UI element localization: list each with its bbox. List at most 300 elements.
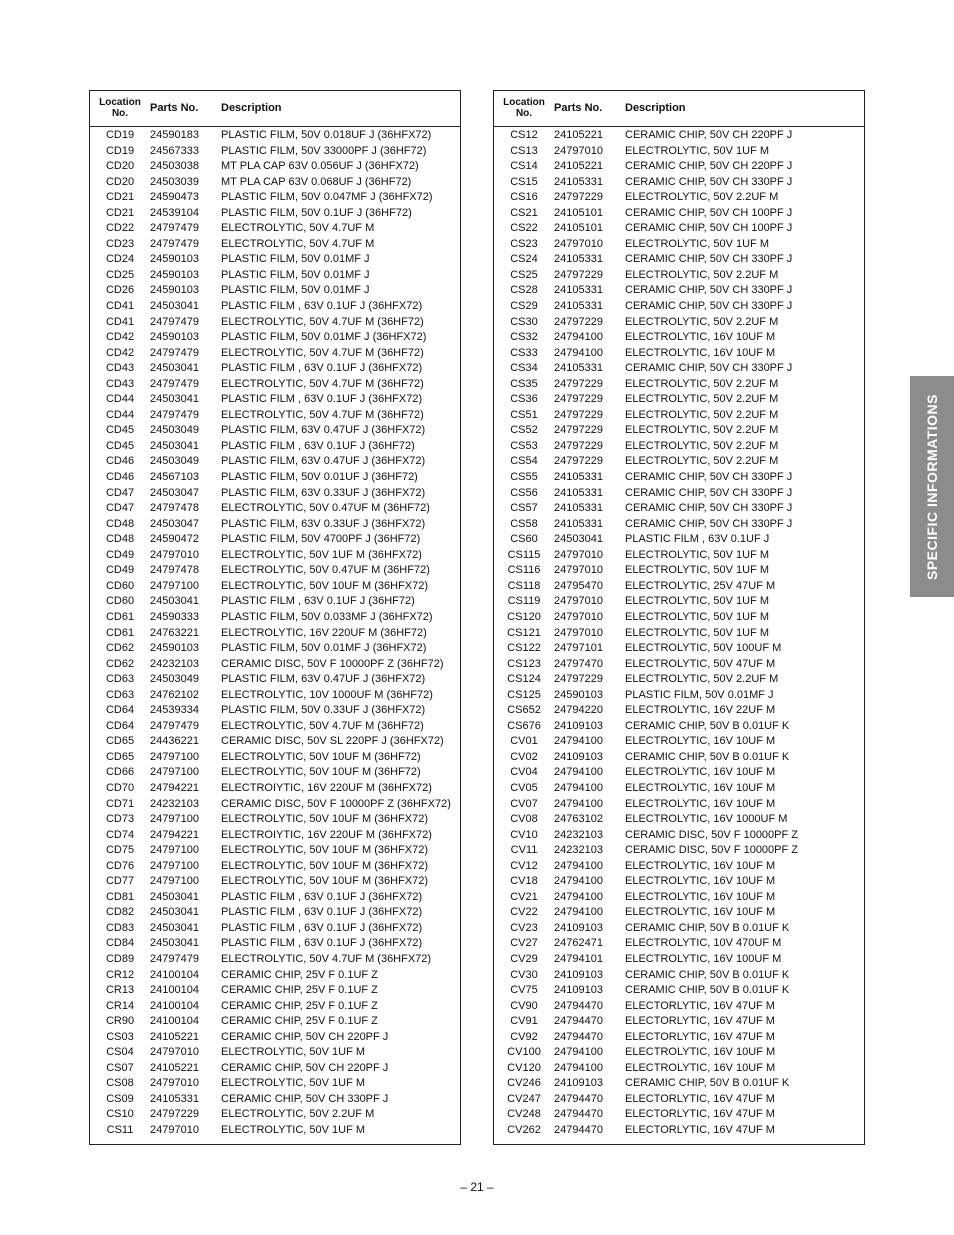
location-cell: CS32: [510, 331, 538, 344]
parts-no-cell: 24503041: [150, 595, 199, 608]
table-row: [90, 890, 460, 906]
description-cell: CERAMIC DISC, 50V F 10000PF Z: [625, 844, 798, 857]
location-cell: CV120: [507, 1061, 541, 1074]
location-cell: CV11: [510, 844, 538, 857]
location-cell: CD25: [105, 268, 135, 281]
table-row: [90, 408, 460, 424]
parts-no-cell: 24797229: [554, 455, 603, 468]
description-cell: ELECTROLYTIC, 16V 10UF M: [625, 346, 776, 359]
parts-no-cell: 24797010: [554, 564, 603, 577]
table-row: [494, 1076, 864, 1092]
location-cell: CS58: [510, 517, 538, 530]
parts-no-cell: 24797479: [150, 315, 199, 328]
description-cell: PLASTIC FILM, 63V 0.47UF J (36HFX72): [221, 673, 426, 686]
description-cell: ELECTROLYTIC, 50V 2.2UF M: [221, 1108, 375, 1121]
parts-no-cell: 24794470: [554, 1030, 603, 1043]
table-row: [494, 672, 864, 688]
location-cell: CV18: [510, 875, 538, 888]
location-cell: CD46: [105, 455, 135, 468]
parts-no-cell: 24794100: [554, 1061, 603, 1074]
description-cell: ELECTROLYTIC, 16V 100UF M: [625, 952, 782, 965]
location-cell: CD66: [105, 766, 135, 779]
location-cell: CS11: [106, 1124, 134, 1136]
description-cell: ELECTROLYTIC, 50V 4.7UF M (36HF72): [221, 315, 424, 328]
table-row: [90, 299, 460, 315]
location-cell: CS15: [510, 175, 538, 188]
location-cell: CS04: [106, 1046, 134, 1059]
description-cell: CERAMIC CHIP, 50V CH 330PF J: [625, 486, 793, 499]
table-row: [90, 486, 460, 502]
table-row: [494, 641, 864, 657]
table-row: [90, 159, 460, 175]
parts-no-cell: 24795470: [554, 579, 603, 592]
parts-no-cell: 24763102: [554, 813, 603, 826]
location-cell: CD21: [105, 206, 135, 219]
location-cell: CS56: [510, 486, 538, 499]
location-cell: CS123: [507, 657, 541, 670]
description-cell: PLASTIC FILM, 63V 0.47UF J (36HFX72): [221, 455, 426, 468]
table-row: [494, 936, 864, 952]
parts-no-cell: 24105331: [554, 175, 603, 188]
parts-no-cell: 24503041: [150, 921, 199, 934]
description-cell: ELECTROLYTIC, 16V 22UF M: [625, 704, 776, 717]
parts-no-cell: 24797229: [150, 1108, 199, 1121]
parts-no-cell: 24797229: [554, 377, 603, 390]
table-row: [90, 439, 460, 455]
table-row: [494, 517, 864, 533]
location-cell: CD19: [105, 129, 135, 141]
parts-no-cell: 24794100: [554, 859, 603, 872]
table-row: [494, 594, 864, 610]
table-row: [90, 921, 460, 937]
table-row: [90, 252, 460, 268]
description-cell: CERAMIC CHIP, 50V CH 330PF J: [625, 362, 793, 375]
parts-no-cell: 24794100: [554, 890, 603, 903]
parts-no-cell: 24590103: [150, 331, 199, 344]
location-cell: CV08: [510, 813, 538, 826]
location-cell: CS10: [106, 1108, 134, 1121]
description-cell: PLASTIC FILM , 63V 0.1UF J (36HFX72): [221, 921, 423, 934]
parts-no-cell: 24503047: [150, 486, 199, 499]
description-cell: CERAMIC CHIP, 50V B 0.01UF K: [625, 921, 790, 934]
page-number: – 21 –: [460, 1180, 494, 1194]
description-cell: ELECTROLYTIC, 50V 2.2UF M: [625, 439, 779, 452]
location-cell: CV27: [510, 937, 538, 950]
description-cell: CERAMIC CHIP, 50V CH 330PF J: [625, 284, 793, 297]
description-cell: ELECTROLYTIC, 50V 10UF M (36HF72): [221, 750, 421, 763]
location-cell: CS121: [507, 626, 541, 639]
description-cell: ELECTROLYTIC, 50V 100UF M: [625, 642, 782, 655]
table-row: [90, 454, 460, 470]
table-row: [494, 221, 864, 237]
parts-no-cell: 24105331: [554, 486, 603, 499]
parts-no-cell: 24503041: [150, 937, 199, 950]
parts-no-cell: 24794100: [554, 781, 603, 794]
table-row: [90, 843, 460, 859]
table-row: [494, 563, 864, 579]
table-row: [494, 548, 864, 564]
table-row: [494, 626, 864, 642]
table-row: [90, 703, 460, 719]
table-row: [90, 626, 460, 642]
parts-no-cell: 24797478: [150, 564, 199, 577]
location-cell: CD43: [105, 377, 135, 390]
header-description: Description: [221, 102, 282, 114]
location-cell: CS55: [510, 471, 538, 484]
table-row: [494, 439, 864, 455]
description-cell: PLASTIC FILM, 63V 0.33UF J (36HFX72): [221, 486, 426, 499]
parts-no-cell: 24797100: [150, 844, 199, 857]
parts-no-cell: 24590103: [150, 253, 199, 266]
description-cell: ELECTROLYTIC, 50V 1UF M: [625, 548, 770, 561]
table-row: [90, 501, 460, 517]
table-row: [494, 968, 864, 984]
table-row: [494, 1045, 864, 1061]
parts-no-cell: 24797100: [150, 859, 199, 872]
table-row: [494, 921, 864, 937]
table-row: [90, 688, 460, 704]
parts-no-cell: 24762471: [554, 937, 603, 950]
parts-no-cell: 24105221: [554, 160, 603, 173]
description-cell: CERAMIC CHIP, 50V CH 220PF J: [221, 1030, 389, 1043]
table-row: [90, 1030, 460, 1046]
parts-no-cell: 24503041: [150, 906, 199, 919]
description-cell: ELECTROLYTIC, 50V 1UF M: [625, 237, 770, 250]
description-cell: MT PLA CAP 63V 0.068UF J (36HF72): [221, 175, 412, 188]
location-cell: CS115: [507, 548, 541, 561]
location-cell: CV10: [510, 828, 538, 841]
table-row: [494, 812, 864, 828]
description-cell: ELECTROLYTIC, 16V 10UF M: [625, 331, 776, 344]
table-row: [90, 361, 460, 377]
description-cell: ELECTORLYTIC, 16V 47UF M: [625, 1124, 775, 1136]
header-location: Location No.: [99, 97, 141, 119]
location-cell: CD81: [105, 890, 135, 903]
description-cell: ELECTROLYTIC, 50V 2.2UF M: [625, 377, 779, 390]
location-cell: CS33: [510, 346, 538, 359]
parts-table-right: [493, 90, 865, 1145]
parts-no-cell: 24105331: [554, 517, 603, 530]
parts-no-cell: 24503041: [150, 393, 199, 406]
description-cell: ELECTROLYTIC, 50V 2.2UF M: [625, 455, 779, 468]
table-row: [90, 765, 460, 781]
parts-no-cell: 24105221: [150, 1030, 199, 1043]
description-cell: ELECTROLYTIC, 50V 1UF M: [221, 1046, 366, 1059]
location-cell: CD44: [105, 393, 135, 406]
location-cell: CD74: [105, 828, 135, 841]
description-cell: PLASTIC FILM, 50V 4700PF J (36HF72): [221, 533, 421, 546]
location-cell: CD73: [105, 813, 135, 826]
table-row: [494, 983, 864, 999]
parts-no-cell: 24797229: [554, 393, 603, 406]
description-cell: CERAMIC CHIP, 50V CH 330PF J: [221, 1092, 389, 1105]
parts-no-cell: 24503049: [150, 424, 199, 437]
table-row: [90, 874, 460, 890]
location-cell: CS125: [507, 688, 541, 701]
parts-no-cell: 24503039: [150, 175, 199, 188]
description-cell: ELECTROLYTIC, 16V 10UF M: [625, 735, 776, 748]
parts-no-cell: 24797479: [150, 377, 199, 390]
parts-no-cell: 24109103: [554, 984, 603, 997]
location-cell: CS60: [510, 533, 538, 546]
location-cell: CD20: [105, 175, 135, 188]
parts-no-cell: 24797010: [554, 237, 603, 250]
location-cell: CD61: [105, 610, 135, 623]
description-cell: PLASTIC FILM, 50V 0.033MF J (36HFX72): [221, 610, 433, 623]
description-cell: PLASTIC FILM, 50V 0.33UF J (36HFX72): [221, 704, 426, 717]
location-cell: CD61: [105, 626, 135, 639]
parts-no-cell: 24797010: [554, 548, 603, 561]
description-cell: CERAMIC CHIP, 50V B 0.01UF K: [625, 750, 790, 763]
table-row: [494, 688, 864, 704]
table-row: [494, 1123, 864, 1139]
location-cell: CS21: [510, 206, 538, 219]
table-row: [90, 750, 460, 766]
parts-no-cell: 24797010: [554, 595, 603, 608]
location-cell: CD63: [105, 673, 135, 686]
description-cell: ELECTROLYTIC, 50V 2.2UF M: [625, 424, 779, 437]
location-cell: CV21: [510, 890, 538, 903]
description-cell: ELECTROLYTIC, 50V 10UF M (36HFX72): [221, 859, 429, 872]
parts-no-cell: 24503049: [150, 673, 199, 686]
parts-no-cell: 24590103: [150, 284, 199, 297]
parts-no-cell: 24105101: [554, 206, 603, 219]
description-cell: ELECTROLYTIC, 50V 1UF M: [625, 595, 770, 608]
table-row: [494, 1030, 864, 1046]
description-cell: CERAMIC CHIP, 50V CH 220PF J: [221, 1061, 389, 1074]
table-row: [90, 983, 460, 999]
table-row: [90, 237, 460, 253]
location-cell: CS14: [510, 160, 538, 173]
parts-no-cell: 24797479: [150, 952, 199, 965]
description-cell: PLASTIC FILM, 50V 0.018UF J (36HFX72): [221, 129, 432, 141]
location-cell: CD63: [105, 688, 135, 701]
description-cell: CERAMIC CHIP, 25V F 0.1UF Z: [221, 984, 378, 997]
description-cell: CERAMIC DISC, 50V F 10000PF Z (36HF72): [221, 657, 444, 670]
parts-no-cell: 24105331: [554, 471, 603, 484]
location-cell: CS57: [510, 502, 538, 515]
description-cell: ELECTROLYTIC, 50V 4.7UF M (36HF72): [221, 719, 424, 732]
table-row: [494, 408, 864, 424]
description-cell: ELECTROLYTIC, 50V 2.2UF M: [625, 268, 779, 281]
description-cell: CERAMIC DISC, 50V F 10000PF Z (36HFX72): [221, 797, 451, 810]
description-cell: ELECTROLYTIC, 50V 10UF M (36HFX72): [221, 813, 429, 826]
parts-no-cell: 24797100: [150, 750, 199, 763]
table-row: [494, 501, 864, 517]
location-cell: CD75: [105, 844, 135, 857]
parts-no-cell: 24794100: [554, 766, 603, 779]
table-row: [90, 579, 460, 595]
location-cell: CD60: [105, 579, 135, 592]
parts-no-cell: 24797010: [554, 626, 603, 639]
table-row: [90, 563, 460, 579]
parts-no-cell: 24590472: [150, 533, 199, 546]
location-cell: CS53: [510, 439, 538, 452]
location-cell: CS116: [507, 564, 541, 577]
location-cell: CS24: [510, 253, 538, 266]
table-row: [90, 781, 460, 797]
description-cell: ELECTROLYTIC, 16V 10UF M: [625, 906, 776, 919]
location-cell: CV22: [510, 906, 538, 919]
parts-no-cell: 24590103: [150, 642, 199, 655]
table-row: [494, 423, 864, 439]
description-cell: ELECTORLYTIC, 16V 47UF M: [625, 1015, 775, 1028]
parts-no-cell: 24539104: [150, 206, 199, 219]
table-row: [494, 859, 864, 875]
table-row: [90, 657, 460, 673]
table-row: [494, 905, 864, 921]
table-row: [494, 781, 864, 797]
parts-no-cell: 24797100: [150, 875, 199, 888]
table-row: [90, 532, 460, 548]
table-row: [90, 221, 460, 237]
parts-no-cell: 24436221: [150, 735, 199, 748]
table-row: [494, 1061, 864, 1077]
location-cell: CD41: [105, 315, 135, 328]
description-cell: PLASTIC FILM, 50V 0.01MF J: [221, 268, 370, 281]
header-location: Location No.: [503, 97, 545, 119]
description-cell: ELECTROLYTIC, 50V 4.7UF M: [221, 222, 375, 235]
parts-no-cell: 24794221: [150, 781, 199, 794]
table-row: [90, 812, 460, 828]
description-cell: ELECTROLYTIC, 50V 47UF M: [625, 657, 776, 670]
location-cell: CS30: [510, 315, 538, 328]
parts-no-cell: 24109103: [554, 1077, 603, 1090]
table-row: [494, 703, 864, 719]
parts-no-cell: 24797010: [150, 548, 199, 561]
location-cell: CS13: [510, 144, 538, 157]
table-row: [494, 361, 864, 377]
parts-no-cell: 24797229: [554, 439, 603, 452]
table-row: [494, 486, 864, 502]
table-row: [90, 392, 460, 408]
table-body: [494, 128, 864, 1139]
location-cell: CR13: [105, 984, 135, 997]
parts-no-cell: 24797010: [150, 1124, 199, 1136]
parts-no-cell: 24105331: [554, 502, 603, 515]
table-row: [494, 159, 864, 175]
location-cell: CR90: [105, 1015, 135, 1028]
parts-no-cell: 24797479: [150, 408, 199, 421]
location-cell: CV29: [510, 952, 538, 965]
table-row: [90, 936, 460, 952]
description-cell: ELECTROLYTIC, 50V 10UF M (36HFX72): [221, 579, 429, 592]
description-cell: PLASTIC FILM, 50V 0.01MF J: [221, 253, 370, 266]
location-cell: CS51: [510, 408, 538, 421]
location-cell: CS28: [510, 284, 538, 297]
parts-no-cell: 24794100: [554, 906, 603, 919]
location-cell: CR14: [105, 999, 135, 1012]
description-cell: ELECTROLYTIC, 50V 4.7UF M (36HF72): [221, 346, 424, 359]
description-cell: ELECTORLYTIC, 16V 47UF M: [625, 999, 775, 1012]
table-row: [90, 517, 460, 533]
header-parts-no: Parts No.: [554, 102, 603, 114]
location-cell: CD84: [105, 937, 135, 950]
parts-no-cell: 24100104: [150, 1015, 199, 1028]
description-cell: ELECTORLYTIC, 16V 47UF M: [625, 1092, 775, 1105]
description-cell: PLASTIC FILM , 63V 0.1UF J (36HFX72): [221, 362, 423, 375]
location-cell: CV12: [510, 859, 538, 872]
location-cell: CD49: [105, 548, 135, 561]
description-cell: CERAMIC CHIP, 50V B 0.01UF K: [625, 719, 790, 732]
description-cell: ELECTROLYTIC, 16V 10UF M: [625, 1061, 776, 1074]
parts-no-cell: 24503041: [150, 890, 199, 903]
description-cell: PLASTIC FILM, 63V 0.47UF J (36HFX72): [221, 424, 426, 437]
table-row: [90, 315, 460, 331]
parts-no-cell: 24503038: [150, 160, 199, 173]
parts-no-cell: 24105331: [554, 362, 603, 375]
parts-no-cell: 24590333: [150, 610, 199, 623]
location-cell: CS09: [106, 1092, 134, 1105]
parts-no-cell: 24797010: [554, 144, 603, 157]
location-cell: CS54: [510, 455, 538, 468]
location-cell: CD64: [105, 719, 135, 732]
location-cell: CD83: [105, 921, 135, 934]
location-cell: CS52: [510, 424, 538, 437]
description-cell: ELECTROIYTIC, 16V 220UF M (36HFX72): [221, 828, 432, 841]
parts-no-cell: 24590183: [150, 129, 199, 141]
description-cell: PLASTIC FILM , 63V 0.1UF J (36HFX72): [221, 937, 423, 950]
description-cell: ELECTROLYTIC, 50V 1UF M: [221, 1124, 366, 1136]
description-cell: CERAMIC CHIP, 50V B 0.01UF K: [625, 968, 790, 981]
table-row: [90, 641, 460, 657]
parts-no-cell: 24590103: [554, 688, 603, 701]
location-cell: CS25: [510, 268, 538, 281]
parts-no-cell: 24797229: [554, 268, 603, 281]
description-cell: PLASTIC FILM, 50V 0.01UF J (36HF72): [221, 471, 418, 484]
description-cell: ELECTROLYTIC, 50V 2.2UF M: [625, 315, 779, 328]
description-cell: ELECTORLYTIC, 16V 47UF M: [625, 1030, 775, 1043]
table-row: [494, 470, 864, 486]
location-cell: CD89: [105, 952, 135, 965]
location-cell: CS23: [510, 237, 538, 250]
table-row: [90, 828, 460, 844]
description-cell: PLASTIC FILM , 63V 0.1UF J (36HF72): [221, 439, 415, 452]
location-cell: CV92: [510, 1030, 538, 1043]
location-cell: CS35: [510, 377, 538, 390]
parts-no-cell: 24105331: [554, 300, 603, 313]
section-side-tab: [910, 376, 954, 597]
table-row: [494, 144, 864, 160]
table-row: [90, 268, 460, 284]
location-cell: CV90: [510, 999, 538, 1012]
location-cell: CV100: [507, 1046, 541, 1059]
description-cell: PLASTIC FILM, 50V 33000PF J (36HF72): [221, 144, 427, 157]
table-row: [494, 579, 864, 595]
parts-table-left: [89, 90, 461, 1145]
description-cell: MT PLA CAP 63V 0.056UF J (36HFX72): [221, 160, 419, 173]
parts-no-cell: 24590473: [150, 191, 199, 204]
parts-no-cell: 24794101: [554, 952, 603, 965]
table-row: [494, 797, 864, 813]
table-row: [494, 843, 864, 859]
parts-no-cell: 24797010: [554, 610, 603, 623]
location-cell: CD24: [105, 253, 135, 266]
table-row: [90, 128, 460, 144]
parts-no-cell: 24797479: [150, 719, 199, 732]
description-cell: ELECTROLYTIC, 10V 470UF M: [625, 937, 782, 950]
parts-no-cell: 24794100: [554, 346, 603, 359]
location-cell: CD26: [105, 284, 135, 297]
parts-no-cell: 24794470: [554, 1108, 603, 1121]
description-cell: CERAMIC CHIP, 50V CH 100PF J: [625, 222, 793, 235]
description-cell: ELECTROLYTIC, 50V 10UF M (36HF72): [221, 766, 421, 779]
table-row: [494, 828, 864, 844]
location-cell: CD20: [105, 160, 135, 173]
parts-no-cell: 24109103: [554, 750, 603, 763]
location-cell: CS07: [106, 1061, 134, 1074]
table-row: [90, 423, 460, 439]
